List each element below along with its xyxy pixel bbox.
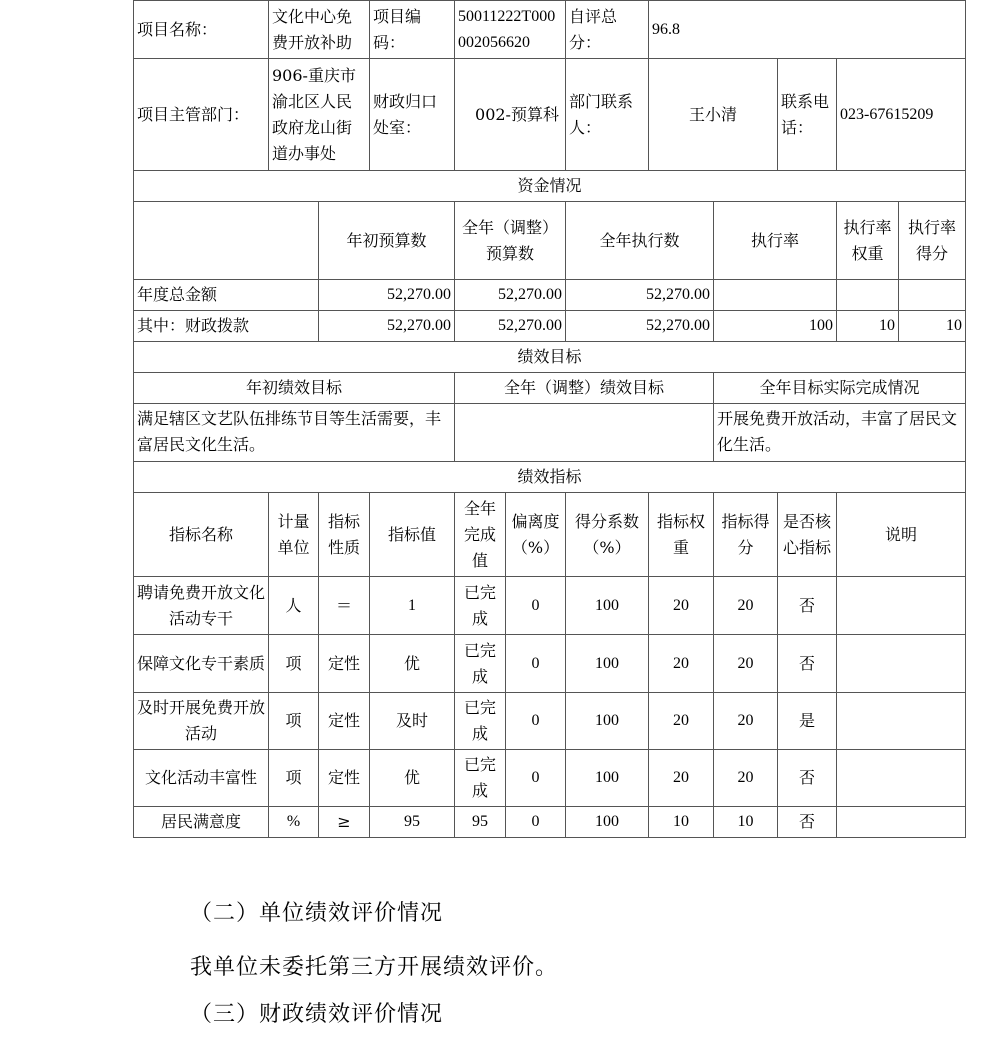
table-row [134, 635, 966, 693]
goals-section-row [134, 342, 966, 373]
indicator-weight: 20 [649, 635, 714, 693]
indicator-unit: 项 [269, 635, 319, 693]
indicator-done: 已完成 [455, 693, 506, 750]
indicator-deviation: 0 [506, 750, 566, 807]
funds-executed-value: 52,270.00 [566, 311, 714, 342]
indicator-note [837, 635, 966, 693]
indicator-unit: % [269, 807, 319, 838]
indicator-header-score: 指标得分 [714, 493, 778, 577]
indicator-score: 20 [714, 577, 778, 635]
goals-section-title: 绩效目标 [134, 342, 966, 373]
project-row-2 [134, 59, 966, 171]
funds-adjusted-value: 52,270.00 [455, 311, 566, 342]
indicator-header-unit: 计量单位 [269, 493, 319, 577]
dept-label: 项目主管部门： [134, 59, 269, 171]
project-row-1 [134, 1, 966, 59]
indicator-note [837, 693, 966, 750]
indicator-coefficient: 100 [566, 750, 649, 807]
indicator-unit: 项 [269, 693, 319, 750]
indicator-coefficient: 100 [566, 693, 649, 750]
funds-adjusted-value: 52,270.00 [455, 280, 566, 311]
table-row [134, 577, 966, 635]
indicator-weight: 20 [649, 577, 714, 635]
funds-header-score: 执行率得分 [899, 202, 966, 280]
contact-label: 部门联系人： [566, 59, 649, 171]
goals-initial-text: 满足辖区文艺队伍排练节目等生活需要，丰富居民文化生活。 [134, 404, 455, 462]
indicator-core: 否 [778, 750, 837, 807]
indicator-score: 20 [714, 750, 778, 807]
funds-score-value: 10 [899, 311, 966, 342]
indicator-weight: 20 [649, 693, 714, 750]
funds-header-weight: 执行率权重 [837, 202, 899, 280]
indicator-deviation: 0 [506, 635, 566, 693]
contact-value: 王小清 [649, 59, 778, 171]
indicator-value: 95 [370, 807, 455, 838]
indicator-deviation: 0 [506, 693, 566, 750]
funds-rate-value: 100 [714, 311, 837, 342]
unit-evaluation-text: 我单位未委托第三方开展绩效评价。 [190, 955, 559, 980]
funds-header-blank [134, 202, 319, 280]
goals-adjusted-text [455, 404, 714, 462]
indicator-header-note: 说明 [837, 493, 966, 577]
indicator-note [837, 750, 966, 807]
goals-header-actual: 全年目标实际完成情况 [714, 373, 966, 404]
table-row [134, 807, 966, 838]
funds-rate-value [714, 280, 837, 311]
indicator-header-deviation: 偏离度（%） [506, 493, 566, 577]
goals-actual-text: 开展免费开放活动，丰富了居民文化生活。 [714, 404, 966, 462]
indicator-value: 及时 [370, 693, 455, 750]
indicator-done: 已完成 [455, 750, 506, 807]
indicator-header-core: 是否核心指标 [778, 493, 837, 577]
indicator-core: 否 [778, 577, 837, 635]
indicator-nature: 定性 [319, 635, 370, 693]
funds-header-executed: 全年执行数 [566, 202, 714, 280]
dept-value: 906-重庆市渝北区人民政府龙山街道办事处 [269, 59, 370, 171]
indicator-name: 聘请免费开放文化活动专干 [134, 577, 269, 635]
funds-initial-value: 52,270.00 [319, 311, 455, 342]
indicator-nature: ≥ [319, 807, 370, 838]
indicator-core: 否 [778, 635, 837, 693]
indicator-note [837, 577, 966, 635]
funds-initial-value: 52,270.00 [319, 280, 455, 311]
indicator-coefficient: 100 [566, 577, 649, 635]
project-name-label: 项目名称： [134, 1, 269, 59]
indicator-header-value: 指标值 [370, 493, 455, 577]
table-row [134, 750, 966, 807]
indicator-unit: 人 [269, 577, 319, 635]
indicators-header-row [134, 493, 966, 577]
phone-label: 联系电话： [778, 59, 837, 171]
funds-header-row [134, 202, 966, 280]
project-code-value: 50011222T000002056620 [455, 1, 566, 59]
indicator-unit: 项 [269, 750, 319, 807]
self-score-label: 自评总分： [566, 1, 649, 59]
funds-section-row [134, 171, 966, 202]
funds-weight-value: 10 [837, 311, 899, 342]
indicator-score: 20 [714, 693, 778, 750]
indicator-weight: 20 [649, 750, 714, 807]
indicator-coefficient: 100 [566, 635, 649, 693]
funds-weight-value [837, 280, 899, 311]
finance-office-label: 财政归口处室： [370, 59, 455, 171]
funds-header-adjusted: 全年（调整）预算数 [455, 202, 566, 280]
indicator-done: 95 [455, 807, 506, 838]
goals-content-row [134, 404, 966, 462]
indicator-nature: ＝ [319, 577, 370, 635]
self-score-value: 96.8 [649, 1, 966, 59]
indicator-value: 优 [370, 750, 455, 807]
indicator-nature: 定性 [319, 693, 370, 750]
indicator-name: 文化活动丰富性 [134, 750, 269, 807]
funds-executed-value: 52,270.00 [566, 280, 714, 311]
section-heading-unit-evaluation: （二）单位绩效评价情况 [190, 901, 444, 926]
indicator-score: 10 [714, 807, 778, 838]
indicator-value: 1 [370, 577, 455, 635]
indicators-section-row [134, 462, 966, 493]
funds-row-total [134, 280, 966, 311]
funds-header-rate: 执行率 [714, 202, 837, 280]
performance-evaluation-table [133, 0, 966, 838]
indicator-name: 及时开展免费开放活动 [134, 693, 269, 750]
indicator-done: 已完成 [455, 577, 506, 635]
indicator-score: 20 [714, 635, 778, 693]
indicator-value: 优 [370, 635, 455, 693]
indicator-coefficient: 100 [566, 807, 649, 838]
table-row [134, 693, 966, 750]
indicator-weight: 10 [649, 807, 714, 838]
funds-row-label: 年度总金额 [134, 280, 319, 311]
goals-header-adjusted: 全年（调整）绩效目标 [455, 373, 714, 404]
project-code-label: 项目编码： [370, 1, 455, 59]
indicators-section-title: 绩效指标 [134, 462, 966, 493]
funds-row-fiscal [134, 311, 966, 342]
finance-office-value: 002-预算科 [455, 59, 566, 171]
goals-header-row [134, 373, 966, 404]
indicator-deviation: 0 [506, 577, 566, 635]
indicator-core: 否 [778, 807, 837, 838]
indicator-header-coefficient: 得分系数（%） [566, 493, 649, 577]
indicator-done: 已完成 [455, 635, 506, 693]
indicator-header-nature: 指标性质 [319, 493, 370, 577]
indicator-name: 居民满意度 [134, 807, 269, 838]
indicator-core: 是 [778, 693, 837, 750]
funds-score-value [899, 280, 966, 311]
indicator-note [837, 807, 966, 838]
indicator-name: 保障文化专干素质 [134, 635, 269, 693]
indicator-header-weight: 指标权重 [649, 493, 714, 577]
goals-header-initial: 年初绩效目标 [134, 373, 455, 404]
indicator-deviation: 0 [506, 807, 566, 838]
project-name-value: 文化中心免费开放补助 [269, 1, 370, 59]
indicator-header-done: 全年完成值 [455, 493, 506, 577]
funds-section-title: 资金情况 [134, 171, 966, 202]
phone-value: 023-67615209 [837, 59, 966, 171]
indicator-nature: 定性 [319, 750, 370, 807]
funds-header-initial: 年初预算数 [319, 202, 455, 280]
section-heading-fiscal-evaluation: （三）财政绩效评价情况 [190, 1002, 444, 1027]
indicator-header-name: 指标名称 [134, 493, 269, 577]
funds-row-label: 其中：财政拨款 [134, 311, 319, 342]
